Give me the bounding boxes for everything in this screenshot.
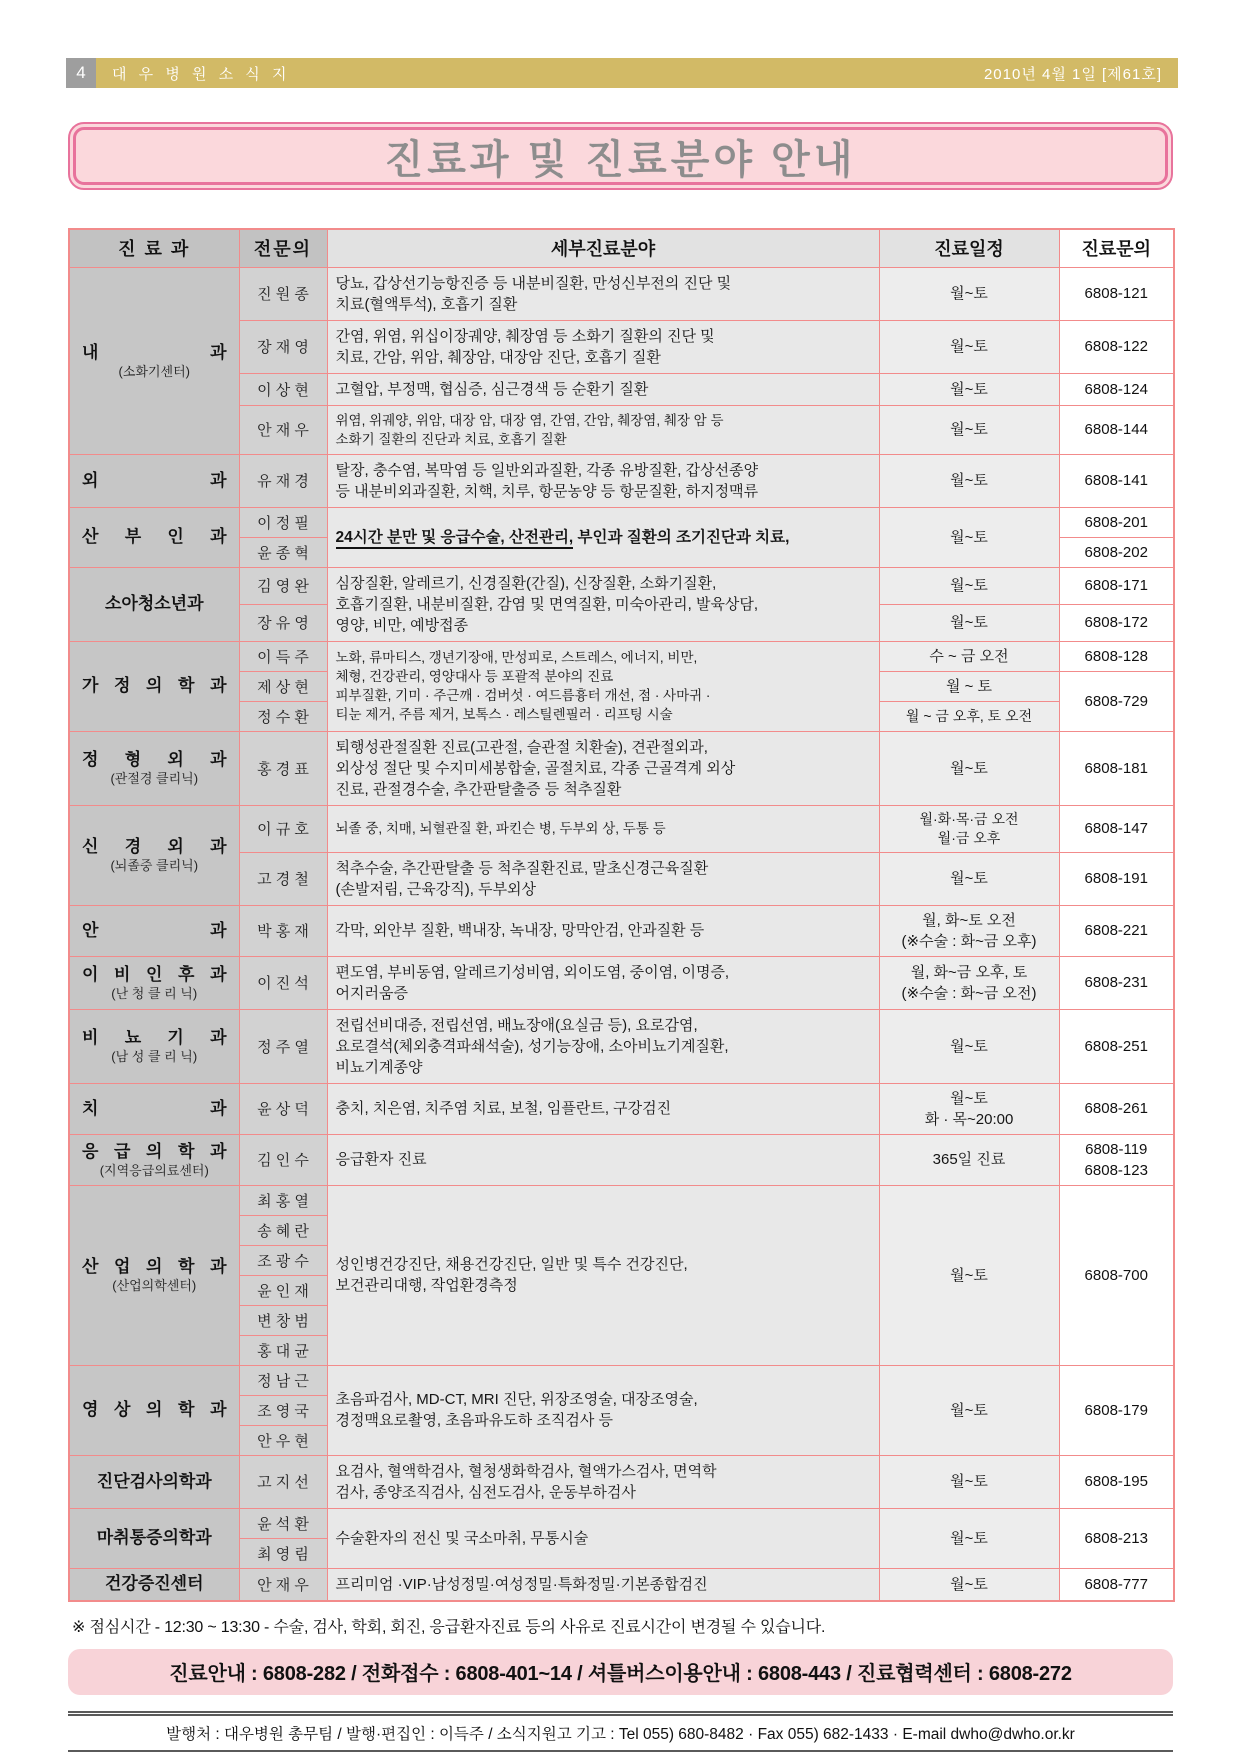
schedule-cell: 월·화·목·금 오전 월·금 오후 xyxy=(879,805,1059,852)
schedule-cell: 월, 화~토 오전 (※수술 : 화~금 오후) xyxy=(879,905,1059,956)
department-subtitle: (뇌졸중 클리닉) xyxy=(110,858,199,873)
department-cell xyxy=(69,567,239,641)
lunch-footnote: ※ 점심시간 - 12:30 ~ 13:30 - 수술, 검사, 학회, 회진, 응급환자진료 등의 사유로 진료시간이 변경될 수 있습니다. xyxy=(72,1618,826,1636)
department-name: 산 부 인 과 xyxy=(82,527,227,546)
specialty-cell: 당뇨, 갑상선기능항진증 등 내분비질환, 만성신부전의 진단 및 치료(혈액투석), 호흡기 질환 xyxy=(327,267,879,320)
doctor-cell: 이 진 석 xyxy=(239,956,327,1009)
department-cell xyxy=(69,1134,239,1185)
department-name: 건강증진센터 xyxy=(104,1574,204,1593)
doctor-cell: 정 수 환 xyxy=(239,701,327,731)
content-area xyxy=(68,228,1173,1752)
schedule-cell: 월~토 xyxy=(879,1568,1059,1601)
doctor-cell: 박 홍 재 xyxy=(239,905,327,956)
phone-cell: 6808-124 xyxy=(1059,373,1174,405)
specialty-cell: 편도염, 부비동염, 알레르기성비염, 외이도염, 중이염, 이명증, 어지러움증 xyxy=(327,956,879,1009)
issue-date: 2010년 4월 1일 [제61호] xyxy=(983,65,1162,83)
department-subtitle: (산업의학센터) xyxy=(112,1278,197,1293)
department-cell xyxy=(69,905,239,956)
doctor-cell: 이 상 현 xyxy=(239,373,327,405)
column-header: 진 료 과 xyxy=(69,229,239,267)
doctor-cell: 안 우 현 xyxy=(239,1425,327,1455)
specialty-cell: 응급환자 진료 xyxy=(327,1134,879,1185)
specialty-cell: 전립선비대증, 전립선염, 배뇨장애(요실금 등), 요로감염, 요로결석(체외충격파쇄석술), 성기능장애, 소아비뇨기계질환, 비뇨기계종양 xyxy=(327,1009,879,1083)
schedule-cell: 월~토 xyxy=(879,604,1059,641)
phone-cell: 6808-777 xyxy=(1059,1568,1174,1601)
department-subtitle: (관절경 클리닉) xyxy=(110,771,199,786)
schedule-cell: 월~토 xyxy=(879,267,1059,320)
department-cell xyxy=(69,1009,239,1083)
table-row xyxy=(69,267,1174,320)
table-row xyxy=(69,805,1174,852)
department-name: 소아청소년과 xyxy=(104,594,204,613)
table-row xyxy=(69,567,1174,604)
department-cell xyxy=(69,1508,239,1568)
schedule-cell: 월~토 화 · 목~20:00 xyxy=(879,1083,1059,1134)
specialty-cell: 탈장, 충수염, 복막염 등 일반외과질환, 각종 유방질환, 갑상선종양 등 내분비외과질환, 치핵, 치루, 항문농양 등 항문질환, 하지정맥류 xyxy=(327,454,879,507)
specialty-cell: 척추수술, 추간판탈출 등 척추질환진료, 말초신경근육질환 (손발저림, 근육강직), 두부외상 xyxy=(327,852,879,905)
table-row xyxy=(69,1508,1174,1538)
phone-cell: 6808-179 xyxy=(1059,1365,1174,1455)
doctor-cell: 고 경 철 xyxy=(239,852,327,905)
phone-cell: 6808-128 xyxy=(1059,641,1174,671)
department-name: 응 급 의 학 과 xyxy=(82,1141,227,1161)
doctor-cell: 윤 종 혁 xyxy=(239,537,327,567)
phone-cell: 6808-213 xyxy=(1059,1508,1174,1568)
section-banner-inner xyxy=(73,127,1168,185)
doctor-cell: 이 정 필 xyxy=(239,507,327,537)
schedule-cell: 월~토 xyxy=(879,1365,1059,1455)
phone-cell: 6808-201 xyxy=(1059,507,1174,537)
schedule-cell: 월~토 xyxy=(879,373,1059,405)
doctor-cell: 고 지 선 xyxy=(239,1455,327,1508)
column-header: 세부진료분야 xyxy=(327,229,879,267)
department-name: 진단검사의학과 xyxy=(96,1471,212,1491)
department-name: 영 상 의 학 과 xyxy=(82,1400,227,1419)
department-cell xyxy=(69,1455,239,1508)
department-subtitle: (난 청 클 리 닉) xyxy=(111,985,198,1001)
schedule-cell: 월~토 xyxy=(879,567,1059,604)
schedule-cell: 월~토 xyxy=(879,852,1059,905)
table-row xyxy=(69,1134,1174,1185)
schedule-cell: 월 ~ 토 xyxy=(879,671,1059,701)
schedule-cell: 월~토 xyxy=(879,507,1059,567)
table-row xyxy=(69,905,1174,956)
doctor-cell: 장 재 영 xyxy=(239,320,327,373)
doctor-cell: 진 원 종 xyxy=(239,267,327,320)
department-cell xyxy=(69,1185,239,1365)
schedule-cell: 수 ~ 금 오전 xyxy=(879,641,1059,671)
department-cell xyxy=(69,641,239,731)
schedule-cell: 월 ~ 금 오후, 토 오전 xyxy=(879,701,1059,731)
phone-cell: 6808-119 6808-123 xyxy=(1059,1134,1174,1185)
column-header: 전문의 xyxy=(239,229,327,267)
specialty-cell: 24시간 분만 및 응급수술, 산전관리, 부인과 질환의 조기진단과 치료, xyxy=(327,507,879,567)
phone-cell: 6808-202 xyxy=(1059,537,1174,567)
table-row xyxy=(69,1083,1174,1134)
doctor-cell: 김 인 수 xyxy=(239,1134,327,1185)
phone-cell: 6808-729 xyxy=(1059,671,1174,731)
specialty-cell: 충치, 치은염, 치주염 치료, 보철, 임플란트, 구강검진 xyxy=(327,1083,879,1134)
doctor-cell: 제 상 현 xyxy=(239,671,327,701)
table-row xyxy=(69,731,1174,805)
table-row xyxy=(69,1185,1174,1215)
doctor-cell: 윤 인 재 xyxy=(239,1275,327,1305)
department-subtitle: (소화기센터) xyxy=(118,363,190,379)
doctor-cell: 윤 상 덕 xyxy=(239,1083,327,1134)
phone-cell: 6808-261 xyxy=(1059,1083,1174,1134)
specialty-cell: 노화, 류마티스, 갱년기장애, 만성피로, 스트레스, 에너지, 비만, 체형, 건강관리, 영양대사 등 포괄적 분야의 진료 피부질환, 기미 · 주근깨 · 검버섯 · 여드름흉터 개선, 점 · 사마귀 · 티눈 제거, 주름 제거, 보톡스 · 레스틸렌필러 · 리프팅 시술 xyxy=(327,641,879,731)
phone-cell: 6808-171 xyxy=(1059,567,1174,604)
table-row xyxy=(69,1568,1174,1601)
specialty-cell: 고혈압, 부정맥, 협심증, 심근경색 등 순환기 질환 xyxy=(327,373,879,405)
specialty-cell: 각막, 외안부 질환, 백내장, 녹내장, 망막안검, 안과질환 등 xyxy=(327,905,879,956)
table-row xyxy=(69,641,1174,671)
schedule-cell: 월~토 xyxy=(879,405,1059,454)
table-row xyxy=(69,1009,1174,1083)
doctor-cell: 안 재 우 xyxy=(239,1568,327,1601)
contact-phone-bar: 진료안내 : 6808-282 / 전화접수 : 6808-401~14 / 셔틀버스이용안내 : 6808-443 / 진료협력센터 : 6808-272 xyxy=(68,1649,1173,1695)
specialty-cell: 프리미엄 ·VIP·남성정밀·여성정밀·특화정밀·기본종합검진 xyxy=(327,1568,879,1601)
phone-cell: 6808-700 xyxy=(1059,1185,1174,1365)
department-cell xyxy=(69,1083,239,1134)
phone-cell: 6808-221 xyxy=(1059,905,1174,956)
doctor-cell: 조 광 수 xyxy=(239,1245,327,1275)
schedule-cell: 월~토 xyxy=(879,1508,1059,1568)
doctor-cell: 윤 석 환 xyxy=(239,1508,327,1538)
specialty-cell: 심장질환, 알레르기, 신경질환(간질), 신장질환, 소화기질환, 호흡기질환, 내분비질환, 감염 및 면역질환, 미숙아관리, 발육상담, 영양, 비만, 예방접종 xyxy=(327,567,879,641)
phone-cell: 6808-181 xyxy=(1059,731,1174,805)
phone-cell: 6808-172 xyxy=(1059,604,1174,641)
doctor-cell: 홍 경 표 xyxy=(239,731,327,805)
doctor-cell: 최 홍 열 xyxy=(239,1185,327,1215)
specialty-cell: 위염, 위궤양, 위암, 대장 암, 대장 염, 간염, 간암, 췌장염, 췌장 암 등 소화기 질환의 진단과 치료, 호흡기 질환 xyxy=(327,405,879,454)
schedule-cell: 월~토 xyxy=(879,1455,1059,1508)
doctor-cell: 홍 대 균 xyxy=(239,1335,327,1365)
table-row xyxy=(69,1365,1174,1395)
department-name: 가 정 의 학 과 xyxy=(82,676,227,695)
doctor-cell: 이 득 주 xyxy=(239,641,327,671)
department-name: 치 과 xyxy=(82,1098,227,1118)
publisher-footer: 발행처 : 대우병원 총무팀 / 발행·편집인 : 이득주 / 소식지원고 기고 : Tel 055) 680-8482 · Fax 055) 682-1433 · E-mail dwho@dwho.or.kr xyxy=(68,1711,1173,1752)
schedule-cell: 월~토 xyxy=(879,454,1059,507)
doctor-cell: 최 영 림 xyxy=(239,1538,327,1568)
table-body xyxy=(69,267,1174,1601)
table-row xyxy=(69,956,1174,1009)
schedule-cell: 365일 진료 xyxy=(879,1134,1059,1185)
newsletter-topbar xyxy=(66,58,1178,88)
department-name: 내 과 xyxy=(82,342,227,362)
department-name: 이 비 인 후 과 xyxy=(82,964,227,984)
doctor-cell: 정 남 근 xyxy=(239,1365,327,1395)
schedule-cell: 월, 화~금 오후, 토 (※수술 : 화~금 오전) xyxy=(879,956,1059,1009)
page-number: 4 xyxy=(66,58,96,88)
department-name: 산 업 의 학 과 xyxy=(82,1257,227,1276)
phone-cell: 6808-231 xyxy=(1059,956,1174,1009)
phone-cell: 6808-251 xyxy=(1059,1009,1174,1083)
section-title: 진료과 및 진료분야 안내 xyxy=(384,137,857,182)
phone-cell: 6808-195 xyxy=(1059,1455,1174,1508)
doctor-cell: 김 영 완 xyxy=(239,567,327,604)
schedule-cell: 월~토 xyxy=(879,320,1059,373)
department-name: 외 과 xyxy=(82,470,227,490)
doctor-cell: 장 유 영 xyxy=(239,604,327,641)
phone-cell: 6808-141 xyxy=(1059,454,1174,507)
department-cell xyxy=(69,507,239,567)
schedule-cell: 월~토 xyxy=(879,731,1059,805)
specialty-cell: 초음파검사, MD-CT, MRI 진단, 위장조영술, 대장조영술, 경정맥요로촬영, 초음파유도하 조직검사 등 xyxy=(327,1365,879,1455)
department-name: 마취통증의학과 xyxy=(96,1528,212,1547)
doctor-cell: 안 재 우 xyxy=(239,405,327,454)
table-row xyxy=(69,454,1174,507)
phone-cell: 6808-144 xyxy=(1059,405,1174,454)
schedule-cell: 월~토 xyxy=(879,1185,1059,1365)
department-subtitle: (남 성 클 리 닉) xyxy=(111,1049,198,1064)
doctor-cell: 송 혜 란 xyxy=(239,1215,327,1245)
schedule-cell: 월~토 xyxy=(879,1009,1059,1083)
department-cell xyxy=(69,731,239,805)
department-name: 신 경 외 과 xyxy=(82,837,227,856)
phone-cell: 6808-121 xyxy=(1059,267,1174,320)
department-cell xyxy=(69,267,239,454)
department-subtitle: (지역응급의료센터) xyxy=(99,1162,209,1178)
department-cell xyxy=(69,956,239,1009)
section-banner xyxy=(68,122,1173,190)
department-cell xyxy=(69,1568,239,1601)
doctor-cell: 유 재 경 xyxy=(239,454,327,507)
newsletter-title: 대 우 병 원 소 식 지 xyxy=(112,65,291,83)
doctor-cell: 이 규 호 xyxy=(239,805,327,852)
doctor-cell: 정 주 열 xyxy=(239,1009,327,1083)
department-cell xyxy=(69,454,239,507)
specialty-cell: 요검사, 혈액학검사, 혈청생화학검사, 혈액가스검사, 면역학 검사, 종양조직검사, 심전도검사, 운동부하검사 xyxy=(327,1455,879,1508)
column-header: 진료문의 xyxy=(1059,229,1174,267)
specialty-cell: 성인병건강진단, 채용건강진단, 일반 및 특수 건강진단, 보건관리대행, 작업환경측정 xyxy=(327,1185,879,1365)
phone-cell: 6808-147 xyxy=(1059,805,1174,852)
table-head xyxy=(69,229,1174,267)
phone-cell: 6808-122 xyxy=(1059,320,1174,373)
departments-table xyxy=(68,228,1175,1602)
specialty-cell: 퇴행성관절질환 진료(고관절, 슬관절 치환술), 견관절외과, 외상성 절단 및 수지미세봉합술, 골절치료, 각종 근골격계 외상 진료, 관절경수술, 추간판탈출증 등 척추질환 xyxy=(327,731,879,805)
doctor-cell: 변 창 범 xyxy=(239,1305,327,1335)
department-name: 정 형 외 과 xyxy=(82,750,227,769)
specialty-cell: 간염, 위염, 위십이장궤양, 췌장염 등 소화기 질환의 진단 및 치료, 간암, 위암, 췌장암, 대장암 진단, 호흡기 질환 xyxy=(327,320,879,373)
department-name: 안 과 xyxy=(82,920,227,940)
table-row xyxy=(69,507,1174,537)
specialty-cell: 수술환자의 전신 및 국소마취, 무통시술 xyxy=(327,1508,879,1568)
phone-cell: 6808-191 xyxy=(1059,852,1174,905)
topbar-main xyxy=(96,58,1178,88)
department-cell xyxy=(69,1365,239,1455)
table-row xyxy=(69,1455,1174,1508)
column-header: 진료일정 xyxy=(879,229,1059,267)
doctor-cell: 조 영 국 xyxy=(239,1395,327,1425)
department-name: 비 뇨 기 과 xyxy=(82,1028,227,1047)
department-cell xyxy=(69,805,239,905)
specialty-cell: 뇌졸 중, 치매, 뇌혈관질 환, 파킨슨 병, 두부외 상, 두통 등 xyxy=(327,805,879,852)
